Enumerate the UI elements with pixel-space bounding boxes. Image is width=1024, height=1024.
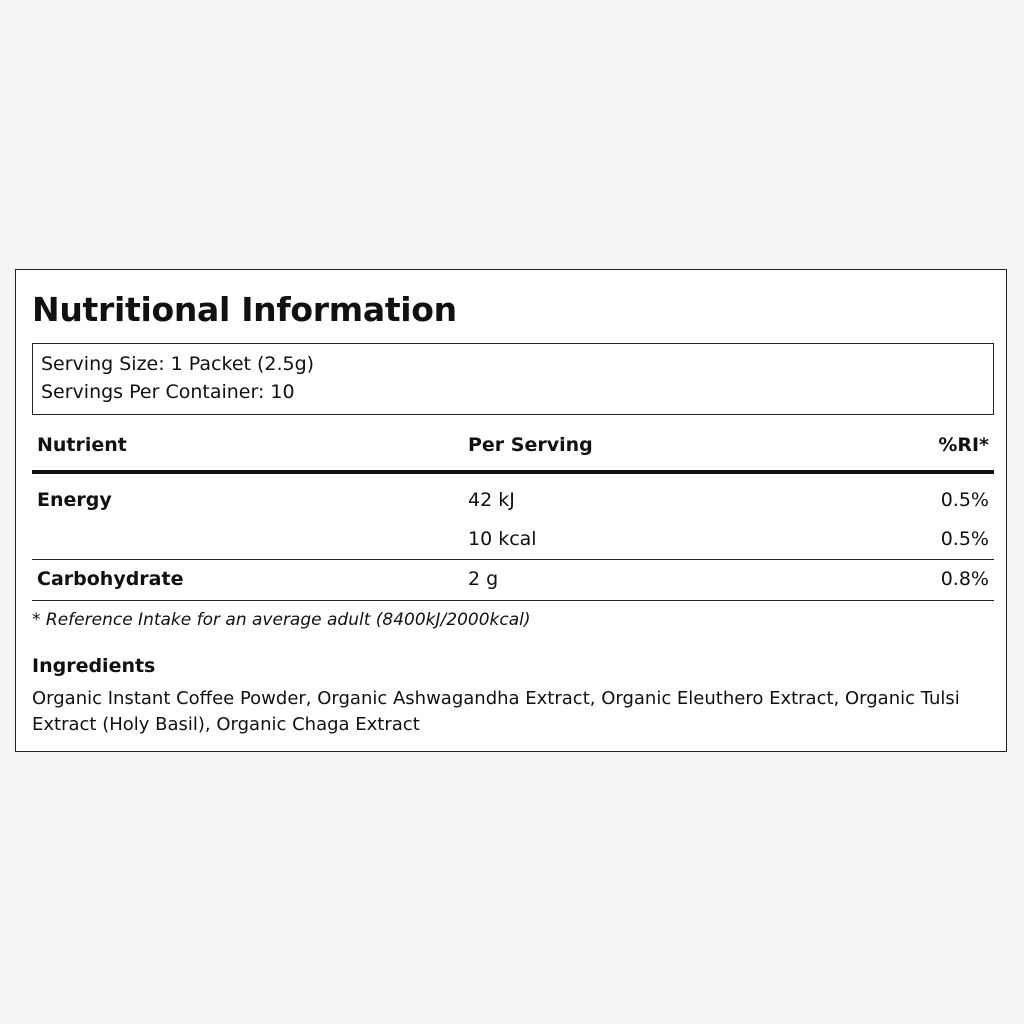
ingredients-heading: Ingredients: [32, 655, 156, 677]
nutrition-table: [32, 430, 994, 601]
table-row: [32, 474, 994, 514]
nutrition-label: [15, 269, 1007, 752]
column-header-per-serving: Per Serving: [468, 434, 593, 456]
serving-size: Serving Size: 1 Packet (2.5g): [41, 353, 315, 375]
table-row: [32, 514, 994, 560]
nutrient-name: Carbohydrate: [37, 568, 184, 590]
per-serving-value: 2 g: [468, 568, 499, 590]
nutrient-name: Energy: [37, 489, 112, 511]
ri-value: 0.5%: [940, 489, 989, 511]
servings-per-container: Servings Per Container: 10: [41, 381, 295, 403]
table-row: [32, 560, 994, 601]
label-title: Nutritional Information: [32, 290, 457, 329]
reference-intake-footnote: * Reference Intake for an average adult (8400kJ/2000kcal): [32, 610, 531, 630]
column-header-nutrient: Nutrient: [37, 434, 127, 456]
serving-info-box: [32, 343, 994, 415]
ri-value: 0.8%: [940, 568, 989, 590]
column-header-ri: %RI*: [938, 434, 989, 456]
table-header-row: [32, 430, 994, 474]
per-serving-value: 42 kJ: [468, 489, 515, 511]
ingredients-text: Organic Instant Coffee Powder, Organic Ashwagandha Extract, Organic Eleuthero Extract, Organic Tulsi Extract (Holy Basil), Organic Chaga Extract: [32, 688, 960, 735]
ri-value: 0.5%: [940, 528, 989, 550]
per-serving-value: 10 kcal: [468, 528, 537, 550]
